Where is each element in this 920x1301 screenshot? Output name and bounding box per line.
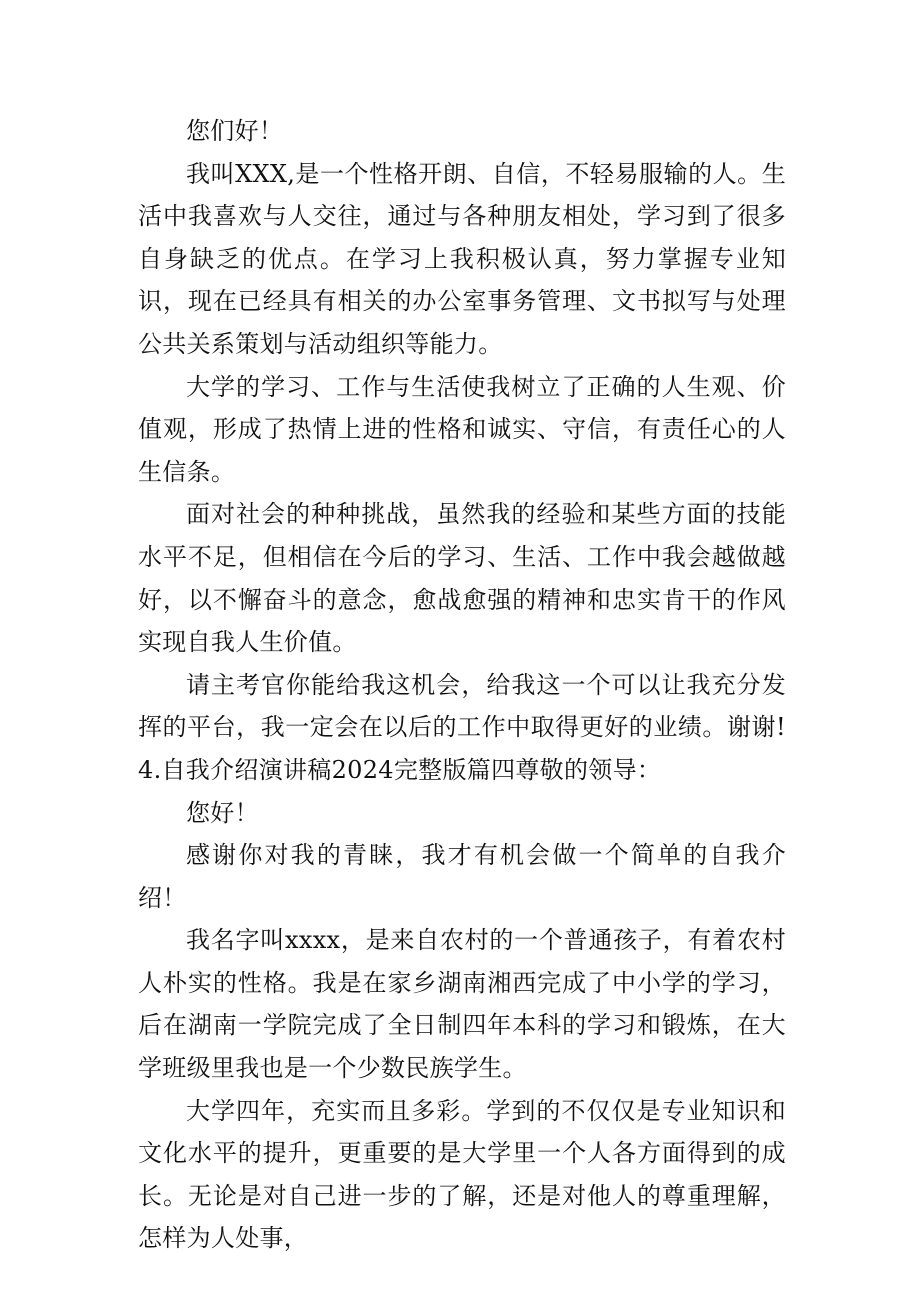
- paragraph-university-values: 大学的学习、工作与生活使我树立了正确的人生观、价值观，形成了热情上进的性格和诚实、守信，有责任心的人生信条。: [138, 372, 786, 486]
- paragraph-greeting: 您们好！: [186, 117, 284, 145]
- document-body: [138, 110, 786, 1260]
- paragraph-self-intro: 我叫XXX,是一个性格开朗、自信，不轻易服输的人。生活中我喜欢与人交往，通过与各种朋友相处，学习到了很多自身缺乏的优点。在学习上我积极认真，努力掌握专业知识，现在已经具有相关的办公室事务管理、文书拟写与处理公共关系策划与活动组织等能力。: [138, 159, 786, 358]
- paragraph-challenges: 面对社会的种种挑战，虽然我的经验和某些方面的技能水平不足，但相信在今后的学习、生活、工作中我会越做越好，以不懈奋斗的意念，愈战愈强的精神和忠实肯干的作风实现自我人生价值。: [138, 500, 786, 657]
- paragraph-greeting-2: 您好！: [186, 798, 259, 827]
- paragraph-request-opportunity: 请主考官你能给我这机会，给我这一个可以让我充分发挥的平台，我一定会在以后的工作中取得更好的业绩。谢谢!4.自我介绍演讲稿2024完整版篇四尊敬的领导：: [138, 670, 786, 784]
- paragraph-thanks: 感谢你对我的青睐，我才有机会做一个简单的自我介绍！: [138, 841, 786, 912]
- paragraph-four-years: 大学四年，充实而且多彩。学到的不仅仅是专业知识和文化水平的提升，更重要的是大学里一个人各方面得到的成长。无论是对自己进一步的了解，还是对他人的尊重理解，怎样为人处事，: [138, 1096, 786, 1253]
- paragraph-background: 我名字叫xxxx，是来自农村的一个普通孩子，有着农村人朴实的性格。我是在家乡湖南湘西完成了中小学的学习，后在湖南一学院完成了全日制四年本科的学习和锻炼，在大学班级里我也是一个少数民族学生。: [138, 926, 786, 1083]
